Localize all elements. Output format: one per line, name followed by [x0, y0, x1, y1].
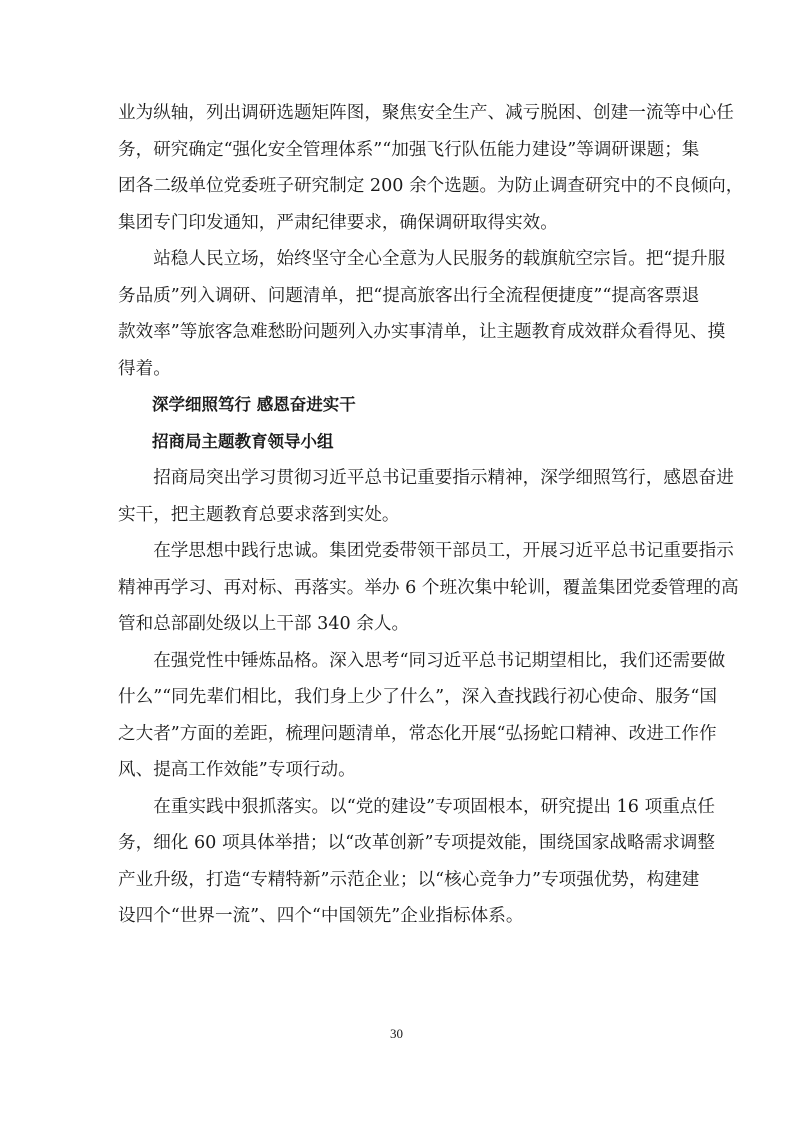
body-text-line: 业为纵轴，列出调研选题矩阵图，聚焦安全生产、减亏脱困、创建一流等中心任 [118, 103, 734, 123]
body-text-line: 在强党性中锤炼品格。深入思考“同习近平总书记期望相比，我们还需要做 [118, 650, 726, 671]
body-text-line: 管和总部副处级以上干部 340 余人。 [118, 614, 410, 634]
body-text-line: 得着。 [118, 358, 171, 379]
body-text-line: 务，研究确定“强化安全管理体系”“加强飞行队伍能力建设”等调研课题；集 [118, 139, 700, 160]
body-text-line: 精神再学习、再对标、再落实。举办 6 个班次集中轮训，覆盖集团党委管理的高 [118, 577, 739, 598]
body-text-line: 团各二级单位党委班子研究制定 200 余个选题。为防止调查研究中的不良倾向， [118, 176, 744, 196]
body-text-line: 风、提高工作效能”专项行动。 [118, 760, 356, 780]
body-text-line: 产业升级，打造“专精特新”示范企业；以“核心竞争力”专项强优势，构建建 [118, 869, 700, 890]
body-text-line: 什么”“同先辈们相比，我们身上少了什么”，深入查找践行初心使命、服务“国 [118, 687, 717, 707]
body-text-line: 务，细化 60 项具体举措；以“改革创新”专项提效能，围绕国家战略需求调整 [118, 833, 715, 853]
body-text-line: 在重实践中狠抓落实。以“党的建设”专项固根本，研究提出 16 项重点任 [118, 796, 715, 817]
body-text-line: 设四个“世界一流”、四个“中国领先”企业指标体系。 [118, 906, 524, 926]
section-heading: 深学细照笃行 感恩奋进实干 [152, 395, 356, 414]
body-text-line: 实干，把主题教育总要求落到实处。 [118, 504, 400, 525]
body-text-line: 之大者”方面的差距，梳理问题清单，常态化开展“弘扬蛇口精神、改进工作作 [118, 723, 717, 744]
section-author: 招商局主题教育领导小组 [152, 431, 334, 451]
body-text-line: 招商局突出学习贯彻习近平总书记重要指示精神，深学细照笃行，感恩奋进 [118, 468, 734, 488]
body-text-line: 务品质”列入调研、问题清单，把“提高旅客出行全流程便捷度”“提高客票退 [118, 285, 700, 306]
page-number: 30 [390, 1026, 403, 1041]
body-text-line: 款效率”等旅客急难愁盼问题列入办实事清单，让主题教育成效群众看得见、摸 [118, 322, 726, 342]
body-text-line: 在学思想中践行忠诚。集团党委带领干部员工，开展习近平总书记重要指示 [118, 541, 734, 561]
body-text-line: 集团专门印发通知，严肃纪律要求，确保调研取得实效。 [118, 212, 558, 233]
body-text-line: 站稳人民立场，始终坚守全心全意为人民服务的载旗航空宗旨。把“提升服 [118, 249, 726, 269]
